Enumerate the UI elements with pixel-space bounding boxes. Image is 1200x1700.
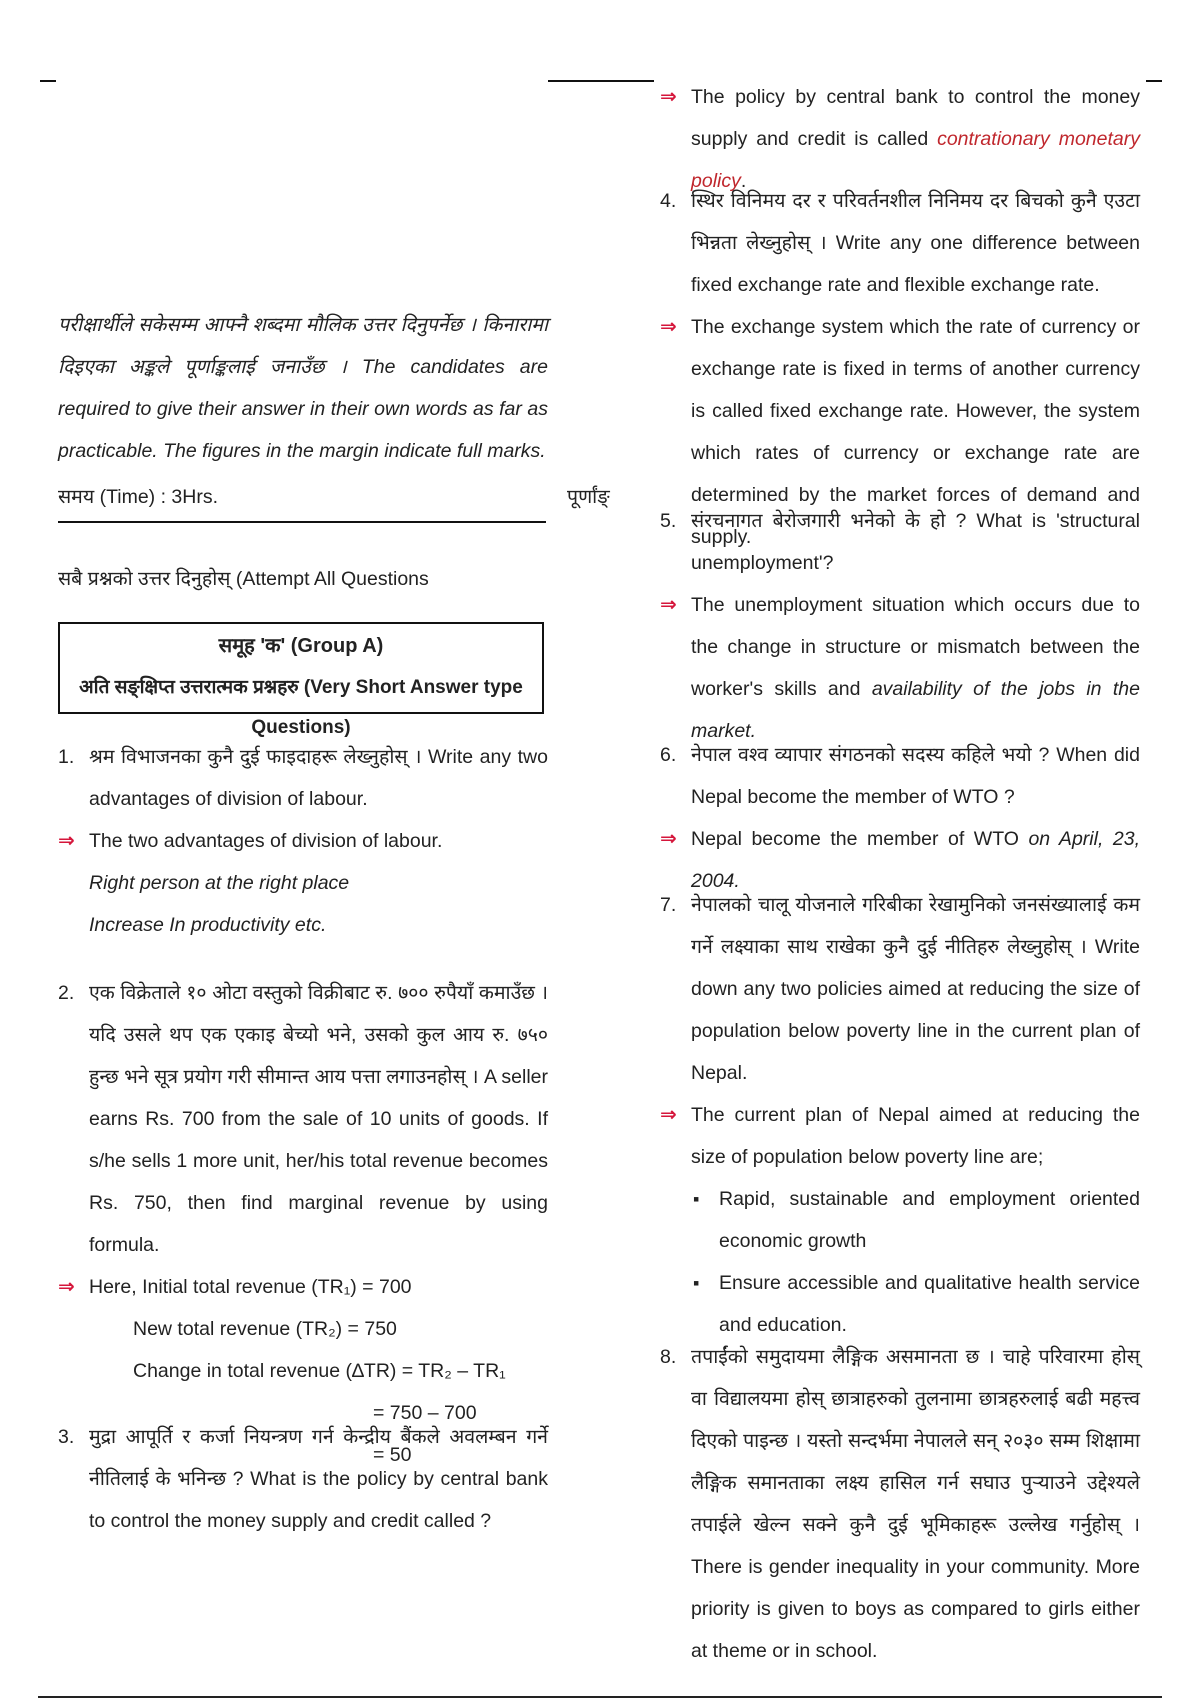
question-text: तपाईंको समुदायमा लैङ्गिक असमानता छ । चाहे परिवारमा होस् वा विद्यालयमा होस् छात्राहरुको तुलनामा छात्रहरुलाई बढी महत्त्व दिएको पाइन्छ । यस्तो सन्दर्भमा नेपालले सन् २०३० सम्म शिक्षामा लैङ्गिक समानताका लक्ष्य हासिल गर्न सघाउ पुऱ्याउने उद्देश्यले तपाईले खेल्न सक्ने कुनै दुई भूमिकाहरू उल्लेख गर्नुहोस् । There is gender inequality in your community. More priority is given to boys as compared to girls either at theme or in school. [691, 1346, 1140, 1662]
bullet-icon: ▪ [693, 1273, 700, 1293]
question-number: 8. [660, 1346, 677, 1368]
question-6 [660, 734, 1140, 902]
answer-block [660, 1094, 1140, 1346]
question-text: नेपालको चालू योजनाले गरिबीका रेखामुनिको जनसंख्यालाई कम गर्ने लक्ष्याका साथ राखेका कुनै दुई नीतिहरु लेख्नुहोस् । Write down any two policies aimed at reducing the size of population below poverty line in the current plan of Nepal. [691, 894, 1140, 1084]
answer-italic: on April, 23, 2004. [691, 828, 1140, 892]
bullet-icon: ▪ [693, 1189, 700, 1209]
answer-text [691, 584, 1140, 752]
question-number: 6. [660, 744, 677, 766]
question-text: स्थिर विनिमय दर र परिवर्तनशील निनिमय दर बिचको कुनै एउटा भिन्नता लेख्नुहोस् । Write any one difference between fixed exchange rate and flexible exchange rate. [691, 190, 1140, 296]
arrow-right-icon: ⇒ [660, 86, 677, 108]
question-number: 2. [58, 982, 75, 1004]
top-left-dash [40, 80, 56, 82]
question-5 [660, 500, 1140, 752]
arrow-right-icon: ⇒ [58, 1276, 75, 1298]
answer-plain: Nepal become the member of WTO [691, 828, 1029, 850]
question-7 [660, 884, 1140, 1346]
question-2 [58, 972, 548, 1476]
group-a-box [58, 622, 544, 738]
answer-suffix: . [740, 170, 747, 192]
answer-block [58, 820, 548, 946]
answer-text: The exchange system which the rate of currency or exchange rate is fixed in terms of another currency is called fixed exchange rate. However, the system which rates of currency or exchange rate are determined by the market forces of demand and supply. [691, 316, 1140, 548]
footer-rule [38, 1696, 1162, 1698]
answer-intro: The two advantages of division of labour. [89, 830, 443, 852]
bullet-text: Rapid, sustainable and employment oriented economic growth [719, 1188, 1140, 1252]
instructions-nepali: परीक्षार्थीले सकेसम्म आफ्नै शब्दमा मौलिक उत्तर दिनुपर्नेछ । किनारामा दिइएका अङ्कले पूर्णाङ्कलाई जनाउँछ । [58, 314, 548, 378]
question-8 [660, 1336, 1140, 1672]
question-number: 3. [58, 1426, 75, 1448]
answer-line: Right person at the right place [89, 872, 350, 894]
group-a-subtitle: अति सङ्क्षिप्त उत्तरात्मक प्रश्नहरु (Very Short Answer type Questions) [79, 677, 523, 738]
answer-block [660, 584, 1140, 752]
question-number: 7. [660, 894, 677, 916]
top-right-dash [1146, 80, 1162, 82]
question-text: नेपाल वश्व व्यापार संगठनको सदस्य कहिले भयो ? When did Nepal become the member of WTO ? [691, 744, 1140, 808]
question-1 [58, 736, 548, 946]
answer-plain: The unemployment situation which occurs due to the change in structure or mismatch between the worker's skills and [691, 594, 1140, 700]
arrow-right-icon: ⇒ [660, 1104, 677, 1126]
top-middle-rule [548, 80, 654, 82]
exam-time: समय (Time) : 3Hrs. [58, 486, 219, 508]
answer-plain: The policy by central bank to control the money supply and credit is called [691, 86, 1140, 150]
arrow-right-icon: ⇒ [660, 316, 677, 338]
arrow-right-icon: ⇒ [58, 830, 75, 852]
question-number: 5. [660, 510, 677, 532]
question-number: 1. [58, 746, 75, 768]
question-number: 4. [660, 190, 677, 212]
instructions-english: The candidates are required to give their answer in their own words as far as practicable. The figures in the margin indicate full marks. [58, 356, 548, 462]
calc-line: New total revenue (TR₂) = 750 [133, 1318, 397, 1340]
calc-line: = 50 [373, 1444, 412, 1466]
full-marks-label: पूर्णांङ् [567, 486, 610, 508]
answer-line: Increase In productivity etc. [89, 914, 327, 936]
calc-line: Change in total revenue (∆TR) = TR₂ – TR₁ [133, 1360, 506, 1382]
exam-instructions [58, 304, 548, 472]
header-divider [58, 521, 546, 523]
question-3 [58, 1416, 548, 1542]
answer-highlight: contrationary monetary policy [691, 128, 1140, 192]
calc-line: = 750 – 700 [373, 1402, 477, 1424]
bullet-text: Ensure accessible and qualitative health service and education. [719, 1272, 1140, 1336]
bullet-item [691, 1178, 1140, 1262]
arrow-right-icon: ⇒ [660, 594, 677, 616]
calc-line: Here, Initial total revenue (TR₁) = 700 [89, 1276, 412, 1298]
bullet-item [691, 1262, 1140, 1346]
question-text: संरचनागत बेरोजगारी भनेको के हो ? What is 'structural unemployment'? [691, 510, 1140, 574]
answer-italic: availability of the jobs in the market. [691, 678, 1140, 742]
question-text: मुद्रा आपूर्ति र कर्जा नियन्त्रण गर्न केन्द्रीय बैंकले अवलम्बन गर्ने नीतिलाई के भनिन्छ ? What is the policy by central bank to control the money supply and credit called ? [89, 1426, 548, 1532]
arrow-right-icon: ⇒ [660, 828, 677, 850]
question-text: श्रम विभाजनका कुनै दुई फाइदाहरू लेख्नुहोस् । Write any two advantages of division of labour. [89, 746, 548, 810]
answer-intro: The current plan of Nepal aimed at reducing the size of population below poverty line are; [691, 1104, 1140, 1168]
question-text: एक विक्रेताले १० ओटा वस्तुको विक्रीबाट रु. ७०० रुपैयाँ कमाउँछ । यदि उसले थप एक एकाइ बेच्यो भने, उसको कुल आय रु. ७५० हुन्छ भने सूत्र प्रयोग गरी सीमान्त आय पत्ता लगाउनहोस् । A seller earns Rs. 700 from the sale of 10 units of goods. If s/he sells 1 more unit, her/his total revenue becomes Rs. 750, then find marginal revenue by using formula. [89, 982, 548, 1256]
attempt-all-heading: सबै प्रश्नको उत्तर दिनुहोस् (Attempt All Questions [58, 568, 429, 590]
group-a-title: समूह 'क' (Group A) [218, 635, 384, 657]
